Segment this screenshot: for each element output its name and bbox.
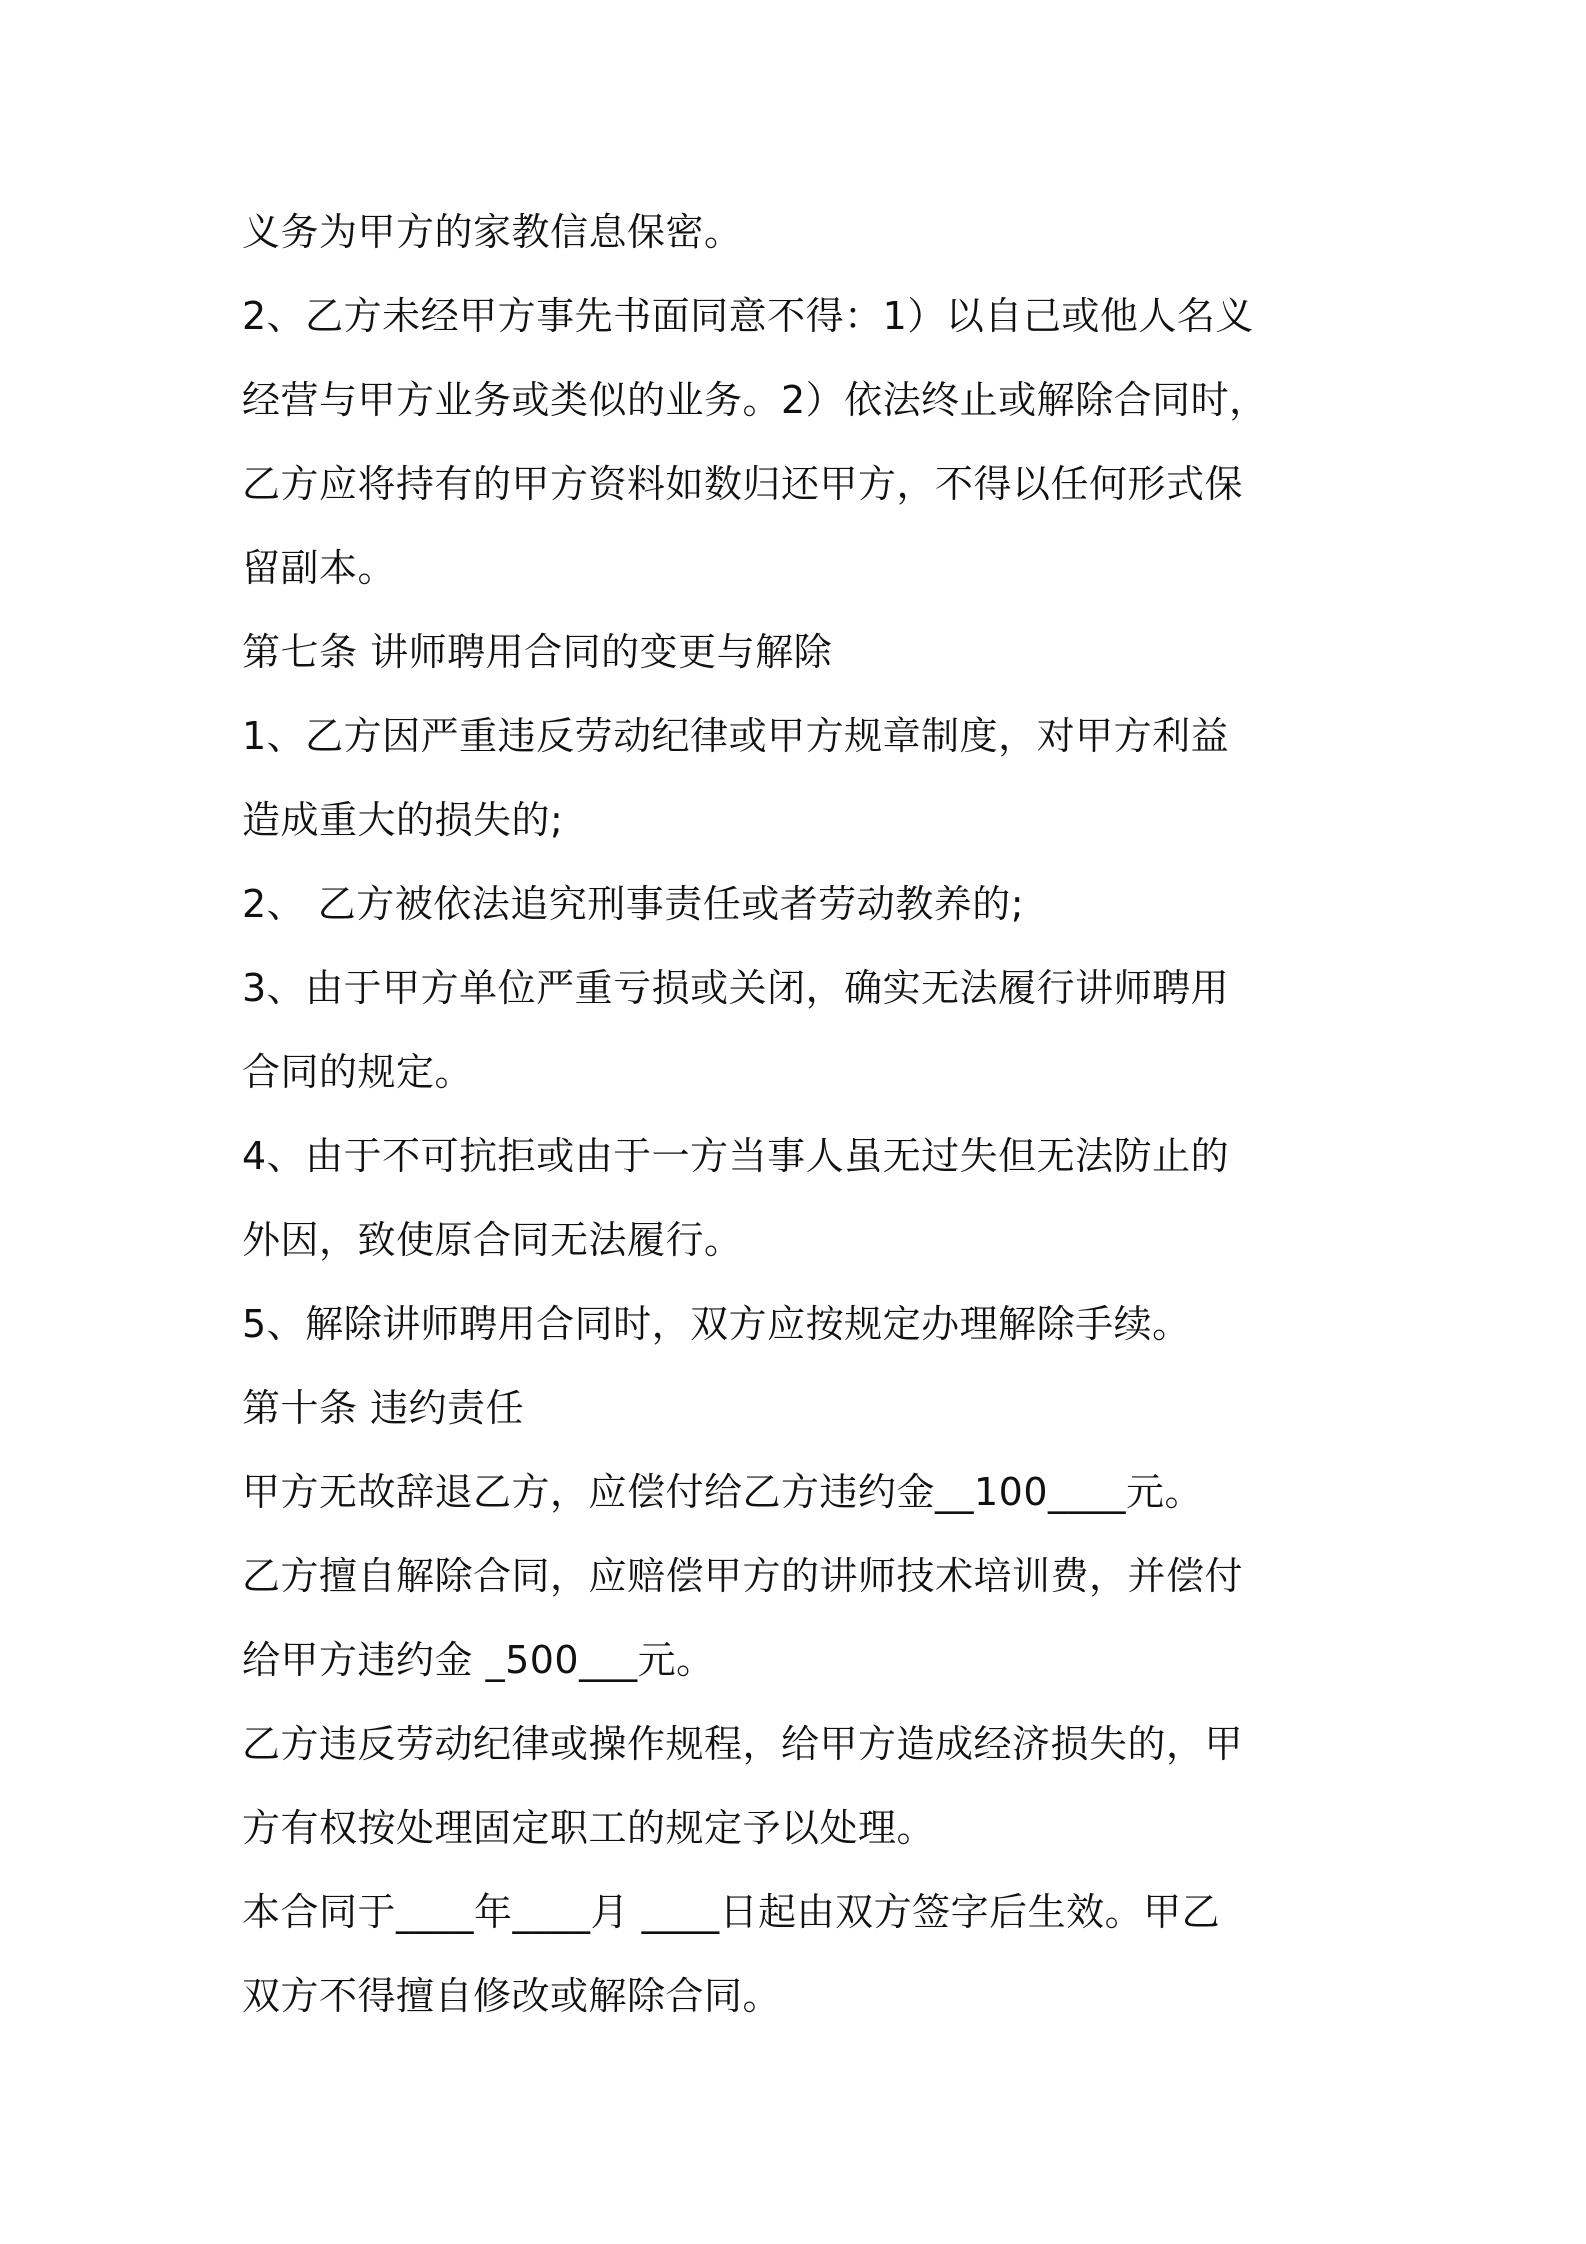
- text-line: 2、乙方未经甲方事先书面同意不得：1）以自己或他人名义: [242, 294, 1254, 338]
- text-line: 3、由于甲方单位严重亏损或关闭，确实无法履行讲师聘用: [242, 966, 1230, 1010]
- text-line: 双方不得擅自修改或解除合同。: [242, 1974, 782, 2018]
- text-line: 5、解除讲师聘用合同时，双方应按规定办理解除手续。: [242, 1302, 1191, 1346]
- text-line: 给甲方违约金 _500___元。: [242, 1638, 715, 1682]
- text-line: 方有权按处理固定职工的规定予以处理。: [242, 1806, 936, 1850]
- text-line: 2、 乙方被依法追究刑事责任或者劳动教养的;: [242, 882, 1025, 926]
- text-line: 1、乙方因严重违反劳动纪律或甲方规章制度，对甲方利益: [242, 714, 1230, 758]
- text-line: 本合同于____年____月 ____日起由双方签字后生效。甲乙: [242, 1890, 1221, 1934]
- text-line: 义务为甲方的家教信息保密。: [242, 210, 743, 254]
- text-line: 留副本。: [242, 546, 397, 590]
- text-line: 造成重大的损失的;: [242, 798, 564, 842]
- text-line: 乙方擅自解除合同，应赔偿甲方的讲师技术培训费，并偿付: [242, 1554, 1244, 1598]
- text-line: 甲方无故辞退乙方，应偿付给乙方违约金__100____元。: [242, 1470, 1204, 1514]
- section-heading: 第七条 讲师聘用合同的变更与解除: [242, 630, 833, 674]
- text-line: 乙方违反劳动纪律或操作规程，给甲方造成经济损失的，甲: [242, 1722, 1244, 1766]
- text-line: 合同的规定。: [242, 1050, 474, 1094]
- text-line: 外因，致使原合同无法履行。: [242, 1218, 743, 1262]
- document-body: [242, 190, 1362, 2038]
- text-line: 4、由于不可抗拒或由于一方当事人虽无过失但无法防止的: [242, 1134, 1230, 1178]
- section-heading: 第十条 违约责任: [242, 1386, 525, 1430]
- text-line: 经营与甲方业务或类似的业务。2）依法终止或解除合同时，: [242, 378, 1268, 422]
- text-line: 乙方应将持有的甲方资料如数归还甲方，不得以任何形式保: [242, 462, 1244, 506]
